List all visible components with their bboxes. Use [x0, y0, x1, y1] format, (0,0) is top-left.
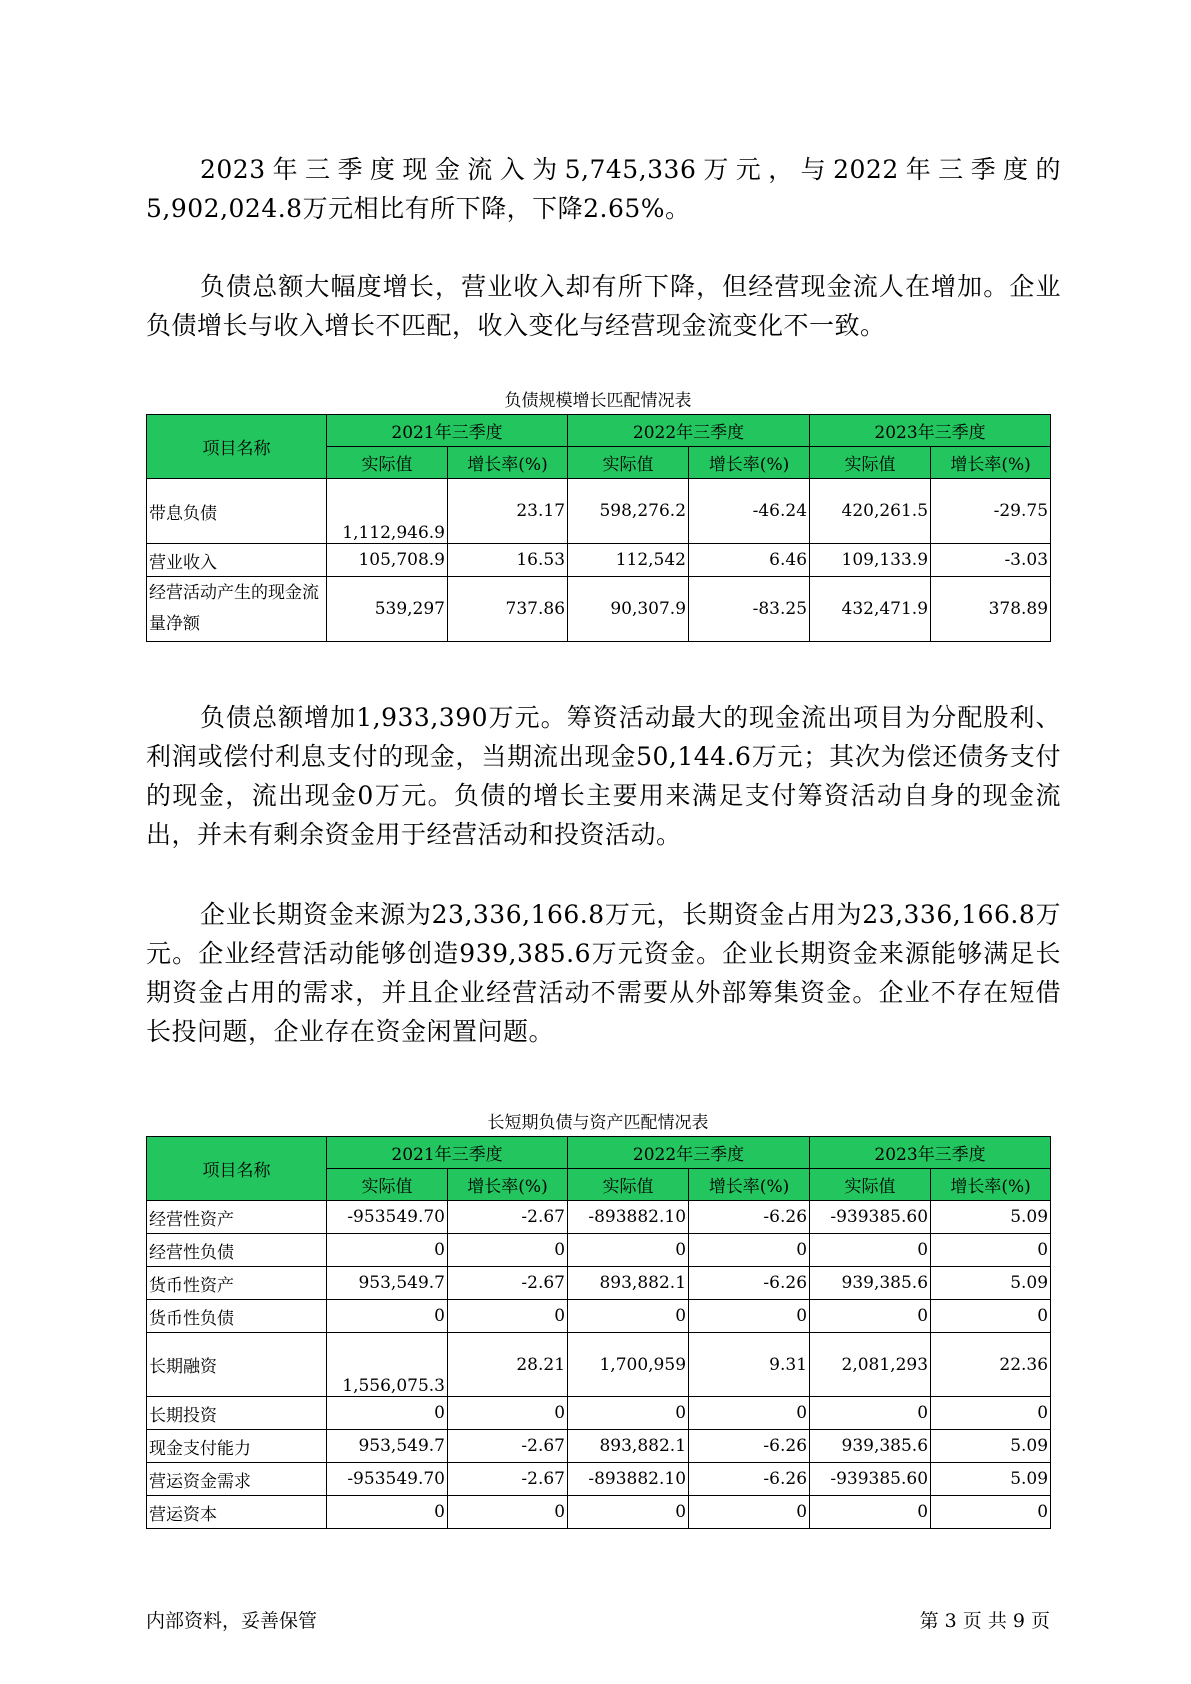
table-cell: 0 [689, 1397, 810, 1430]
row-label: 营运资本 [147, 1496, 327, 1529]
value-header: 实际值 [327, 1169, 448, 1201]
table-cell: -6.26 [689, 1430, 810, 1463]
table-row [147, 1201, 1051, 1234]
table-row [147, 577, 1051, 642]
rate-header: 增长率(%) [448, 1169, 568, 1201]
value-header: 实际值 [568, 1169, 689, 1201]
table-cell: 0 [448, 1300, 568, 1333]
table-cell: 9.31 [689, 1333, 810, 1397]
table-cell: -953549.70 [327, 1201, 448, 1234]
table-cell: 0 [931, 1397, 1051, 1430]
table-cell: 90,307.9 [568, 577, 689, 642]
table-cell: 939,385.6 [810, 1430, 931, 1463]
row-label: 经营性负债 [147, 1234, 327, 1267]
table-cell: 2,081,293 [810, 1333, 931, 1397]
table-cell: 420,261.5 [810, 479, 931, 544]
table-cell: 893,882.1 [568, 1267, 689, 1300]
table-cell: 22.36 [931, 1333, 1051, 1397]
table-cell: 1,700,959 [568, 1333, 689, 1397]
table-cell: 23.17 [448, 479, 568, 544]
period-header-2023: 2023年三季度 [810, 1137, 1051, 1169]
row-label: 货币性资产 [147, 1267, 327, 1300]
rate-header: 增长率(%) [931, 447, 1051, 479]
table-cell: 0 [327, 1300, 448, 1333]
table-cell: 0 [689, 1300, 810, 1333]
table-row [147, 1267, 1051, 1300]
table-cell: -953549.70 [327, 1463, 448, 1496]
table-cell: -46.24 [689, 479, 810, 544]
period-header-2023: 2023年三季度 [810, 415, 1051, 447]
long-short-term-match-table [146, 1136, 1051, 1529]
table-cell: 378.89 [931, 577, 1051, 642]
table-cell: 893,882.1 [568, 1430, 689, 1463]
footer-page-number: 第 3 页 共 9 页 [919, 1610, 1050, 1632]
footer-confidential-note: 内部资料，妥善保管 [146, 1610, 318, 1632]
table-cell: 539,297 [327, 577, 448, 642]
table-cell: -6.26 [689, 1267, 810, 1300]
table-cell: -2.67 [448, 1201, 568, 1234]
table-cell: -893882.10 [568, 1201, 689, 1234]
table-cell: 0 [810, 1234, 931, 1267]
value-header: 实际值 [568, 447, 689, 479]
table-row [147, 479, 1051, 544]
table-cell: -2.67 [448, 1267, 568, 1300]
table-cell: 0 [810, 1397, 931, 1430]
debt-scale-match-table [146, 414, 1051, 642]
table-cell: 0 [689, 1234, 810, 1267]
row-label: 长期融资 [147, 1333, 327, 1397]
period-header-2022: 2022年三季度 [568, 415, 810, 447]
table-row [147, 1397, 1051, 1430]
paragraph-debt-growth: 负债总额大幅度增长，营业收入却有所下降，但经营现金流人在增加。企业负债增长与收入增长不匹配，收入变化与经营现金流变化不一致。 [146, 272, 1061, 340]
table-cell: -83.25 [689, 577, 810, 642]
table-cell: 5.09 [931, 1463, 1051, 1496]
table-cell: 0 [568, 1496, 689, 1529]
table-row [147, 544, 1051, 577]
table-cell: 105,708.9 [327, 544, 448, 577]
table-cell: 5.09 [931, 1430, 1051, 1463]
table-cell: 1,112,946.9 [327, 479, 448, 544]
table-cell: 0 [448, 1397, 568, 1430]
item-name-header: 项目名称 [147, 415, 327, 479]
table-cell: -893882.10 [568, 1463, 689, 1496]
table-cell: 598,276.2 [568, 479, 689, 544]
period-header-2022: 2022年三季度 [568, 1137, 810, 1169]
table-cell: -3.03 [931, 544, 1051, 577]
table-row [147, 1496, 1051, 1529]
table-cell: 109,133.9 [810, 544, 931, 577]
table-cell: 0 [689, 1496, 810, 1529]
table-cell: 0 [931, 1496, 1051, 1529]
table-cell: -2.67 [448, 1430, 568, 1463]
period-header-2021: 2021年三季度 [327, 415, 568, 447]
table-cell: 0 [448, 1234, 568, 1267]
value-header: 实际值 [810, 447, 931, 479]
table-cell: 432,471.9 [810, 577, 931, 642]
table-cell: 737.86 [448, 577, 568, 642]
table-cell: 0 [568, 1397, 689, 1430]
table-cell: 0 [931, 1234, 1051, 1267]
table-cell: 6.46 [689, 544, 810, 577]
row-label: 营运资金需求 [147, 1463, 327, 1496]
rate-header: 增长率(%) [689, 1169, 810, 1201]
rate-header: 增长率(%) [448, 447, 568, 479]
table-cell: 28.21 [448, 1333, 568, 1397]
table-cell: -29.75 [931, 479, 1051, 544]
table-row [147, 1333, 1051, 1397]
row-label: 现金支付能力 [147, 1430, 327, 1463]
table1-caption: 负债规模增长匹配情况表 [504, 391, 692, 411]
table-cell: 0 [810, 1496, 931, 1529]
row-label: 营业收入 [147, 544, 327, 577]
value-header: 实际值 [810, 1169, 931, 1201]
table-cell: 953,549.7 [327, 1267, 448, 1300]
rate-header: 增长率(%) [931, 1169, 1051, 1201]
table-cell: 112,542 [568, 544, 689, 577]
table-cell: 1,556,075.3 [327, 1333, 448, 1397]
paragraph-financing-outflow: 负债总额增加1,933,390万元。筹资活动最大的现金流出项目为分配股利、利润或偿付利息支付的现金，当期流出现金50,144.6万元；其次为偿还债务支付的现金，流出现金0万元。负债的增长主要用来满足支付筹资活动自身的现金流出，并未有剩余资金用于经营活动和投资活动。 [146, 703, 1061, 849]
table-cell: 953,549.7 [327, 1430, 448, 1463]
table-cell: 5.09 [931, 1267, 1051, 1300]
table-cell: -939385.60 [810, 1201, 931, 1234]
table-cell: -6.26 [689, 1201, 810, 1234]
table-cell: 0 [327, 1397, 448, 1430]
table-cell: -6.26 [689, 1463, 810, 1496]
table-cell: 0 [448, 1496, 568, 1529]
table-cell: 939,385.6 [810, 1267, 931, 1300]
row-label: 经营活动产生的现金流量净额 [147, 577, 327, 642]
table-cell: 5.09 [931, 1201, 1051, 1234]
table-row [147, 1430, 1051, 1463]
row-label: 经营性资产 [147, 1201, 327, 1234]
table-cell: -939385.60 [810, 1463, 931, 1496]
table-row [147, 1463, 1051, 1496]
table2-caption: 长短期负债与资产匹配情况表 [487, 1113, 709, 1133]
value-header: 实际值 [327, 447, 448, 479]
item-name-header: 项目名称 [147, 1137, 327, 1201]
row-label: 带息负债 [147, 479, 327, 544]
row-label: 货币性负债 [147, 1300, 327, 1333]
table-cell: 16.53 [448, 544, 568, 577]
table-cell: 0 [931, 1300, 1051, 1333]
rate-header: 增长率(%) [689, 447, 810, 479]
table-row [147, 1234, 1051, 1267]
period-header-2021: 2021年三季度 [327, 1137, 568, 1169]
table-cell: 0 [327, 1496, 448, 1529]
table-cell: 0 [568, 1300, 689, 1333]
paragraph-cash-inflow: 2023年三季度现金流入为5,745,336万元，与2022年三季度的5,902,024.8万元相比有所下降，下降2.65%。 [146, 155, 1061, 223]
table-cell: 0 [810, 1300, 931, 1333]
table-cell: 0 [327, 1234, 448, 1267]
paragraph-long-term-funds: 企业长期资金来源为23,336,166.8万元，长期资金占用为23,336,166.8万元。企业经营活动能够创造939,385.6万元资金。企业长期资金来源能够满足长期资金占用的需求，并且企业经营活动不需要从外部筹集资金。企业不存在短借长投问题，企业存在资金闲置问题。 [146, 900, 1061, 1046]
table-row [147, 1300, 1051, 1333]
table-cell: -2.67 [448, 1463, 568, 1496]
row-label: 长期投资 [147, 1397, 327, 1430]
table-cell: 0 [568, 1234, 689, 1267]
